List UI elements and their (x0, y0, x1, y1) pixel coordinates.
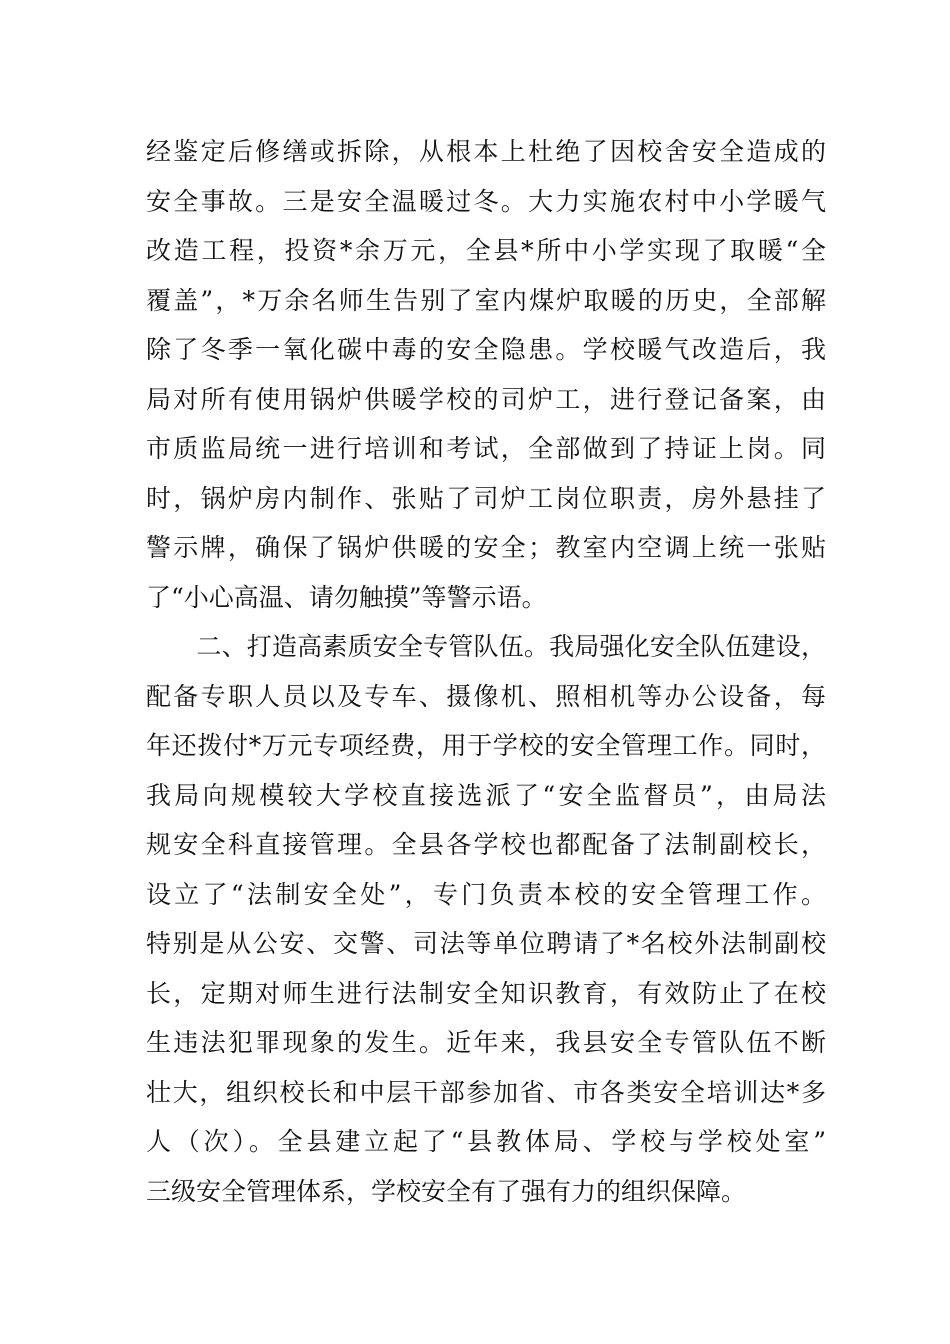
text-line: 除了冬季一氧化碳中毒的安全隐患。学校暖气改造后，我 (146, 335, 826, 364)
text-line: 人（次）。全县建立起了“县教体局、学校与学校处室” (146, 1127, 826, 1156)
text-line: 时，锅炉房内制作、张贴了司炉工岗位职责，房外悬挂了 (146, 483, 826, 513)
text-line: 配备专职人员以及专车、摄像机、照相机等办公设备，每 (146, 681, 826, 711)
text-line: 改造工程，投资*余万元，全县*所中小学实现了取暖“全 (146, 236, 826, 265)
text-line: 规安全科直接管理。全县各学校也都配备了法制副校长， (146, 830, 826, 859)
text-line: 局对所有使用锅炉供暖学校的司炉工，进行登记备案，由 (146, 384, 826, 414)
text-line: 覆盖”，*万余名师生告别了室内煤炉取暖的历史，全部解 (146, 285, 826, 315)
text-line: 市质监局统一进行培训和考试，全部做到了持证上岗。同 (146, 434, 826, 463)
text-line: 长，定期对师生进行法制安全知识教育，有效防止了在校 (146, 978, 826, 1008)
text-line: 年还拨付*万元专项经费，用于学校的安全管理工作。同时， (146, 731, 826, 760)
text-line: 经鉴定后修缮或拆除，从根本上杜绝了因校舍安全造成的 (146, 137, 826, 166)
text-line: 我局向规模较大学校直接选派了“安全监督员”，由局法 (146, 780, 826, 810)
text-line: 特别是从公安、交警、司法等单位聘请了*名校外法制副校 (146, 929, 826, 958)
text-line: 安全事故。三是安全温暖过冬。大力实施农村中小学暖气 (146, 186, 826, 216)
text-line: 壮大，组织校长和中层干部参加省、市各类安全培训达*多 (146, 1077, 826, 1107)
body-text (146, 127, 826, 1216)
text-line: 设立了“法制安全处”，专门负责本校的安全管理工作。 (146, 879, 826, 909)
text-line: 生违法犯罪现象的发生。近年来，我县安全专管队伍不断 (146, 1028, 826, 1057)
section-heading-line: 二、打造高素质安全专管队伍。我局强化安全队伍建设， (146, 632, 826, 661)
text-line: 警示牌，确保了锅炉供暖的安全；教室内空调上统一张贴 (146, 533, 826, 562)
paragraph-end-line: 三级安全管理体系，学校安全有了强有力的组织保障。 (146, 1176, 747, 1206)
paragraph-end-line: 了“小心高温、请勿触摸”等警示语。 (146, 582, 547, 612)
